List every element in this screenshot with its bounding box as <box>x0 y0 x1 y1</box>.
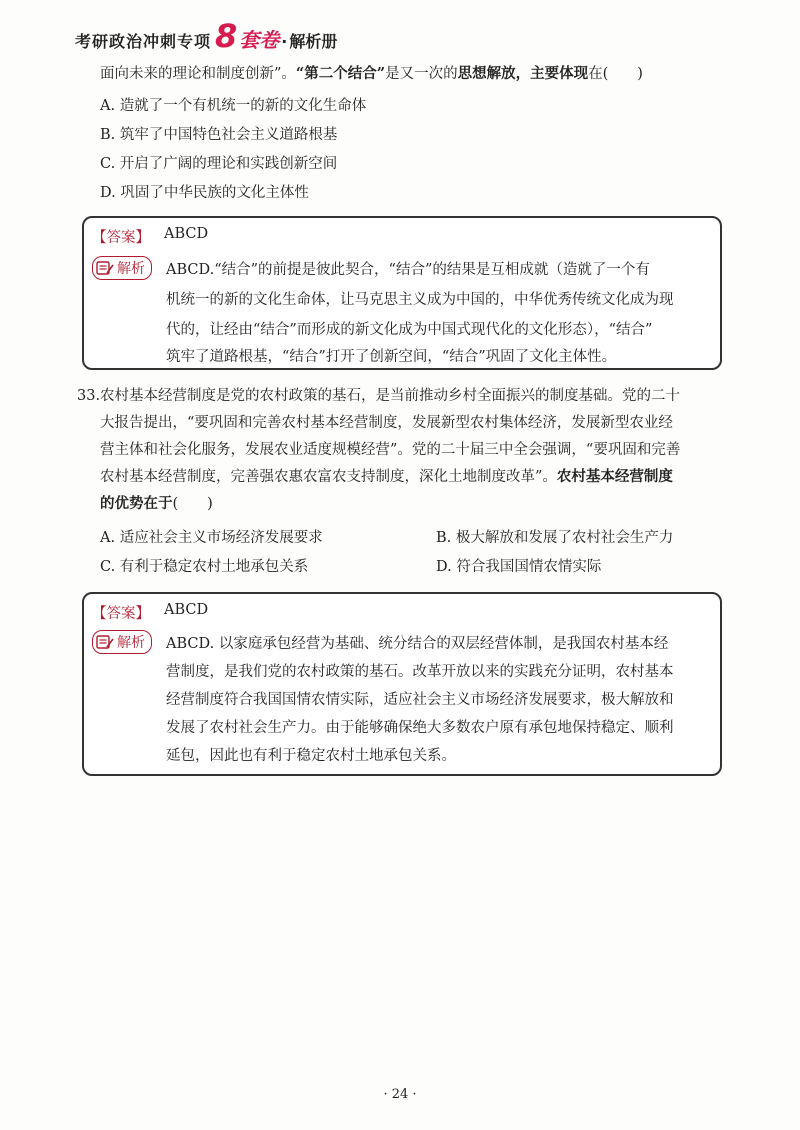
q33-stem-line-4-bold: 农村基本经营制度 <box>556 468 673 485</box>
header-series: 考研政治冲刺专项 <box>75 32 212 51</box>
q33-answer-label: 【答案】 <box>92 606 150 622</box>
q32-stem-text-1: 面向未来的理论和制度创新”。 <box>100 66 296 82</box>
notepad-icon <box>96 634 114 650</box>
q32-stem-bold-1: “第二个结合” <box>295 65 386 82</box>
q33-number: 33. <box>77 388 101 404</box>
q32-explanation-line-2: 机统一的新的文化生命体，让马克思主义成为中国的，中华优秀传统文化成为现 <box>166 292 674 308</box>
q32-stem-tail <box>100 64 643 84</box>
q33-explanation-label: 解析 <box>117 635 145 651</box>
header-volume-number: 8 <box>215 17 238 55</box>
q33-explanation-line-4: 发展了农村社会生产力。由于能够确保绝大多数农户原有承包地保持稳定、顺利 <box>166 720 674 736</box>
q32-answer-label: 【答案】 <box>92 230 150 246</box>
q33-stem-line-4-text: 农村基本经营制度，完善强农惠农富农支持制度，深化土地制度改革”。 <box>100 469 557 485</box>
q32-explanation-line-4: 筑牢了道路根基，“结合”打开了创新空间，“结合”巩固了文化主体性。 <box>166 349 617 365</box>
q33-option-d: D. 符合我国国情农情实际 <box>436 559 602 575</box>
q33-stem-line-3: 营主体和社会化服务，发展农业适度规模经营”。党的二十届三中全会强调，“要巩固和完善 <box>100 442 681 458</box>
q33-answer-value: ABCD <box>164 602 209 618</box>
q32-stem-text-2: 是又一次的 <box>385 66 458 82</box>
q33-stem-line-5 <box>100 494 213 514</box>
q33-option-b: B. 极大解放和发展了农村社会生产力 <box>436 530 674 546</box>
q33-explanation-line-1: ABCD. 以家庭承包经营为基础、统分结合的双层经营体制，是我国农村基本经 <box>166 636 669 652</box>
q32-option-d: D. 巩固了中华民族的文化主体性 <box>100 185 309 201</box>
page-header <box>75 17 338 55</box>
q33-option-c: C. 有利于稳定农村土地承包关系 <box>100 559 309 575</box>
q33-explanation-line-3: 经营制度符合我国国情农情实际，适应社会主义市场经济发展要求，极大解放和 <box>166 692 674 708</box>
q32-stem-text-3: 在( ) <box>588 66 643 82</box>
q32-option-b: B. 筑牢了中国特色社会主义道路根基 <box>100 127 338 143</box>
q32-answer-box <box>82 216 722 370</box>
q33-explanation-tag <box>92 630 152 654</box>
q33-explanation-line-2: 营制度，是我们党的农村政策的基石。改革开放以来的实践充分证明，农村基本 <box>166 664 674 680</box>
header-book: 解析册 <box>289 32 338 51</box>
q32-explanation-line-3: 代的，让经由“结合”而形成的新文化成为中国式现代化的文化形态），“结合” <box>166 322 653 338</box>
notepad-icon <box>96 260 114 276</box>
page-number: · 24 · <box>383 1087 417 1102</box>
header-volume-suffix: 套卷 <box>239 28 280 52</box>
q32-stem-bold-2: 思想解放，主要体现 <box>457 65 589 82</box>
q33-stem-line-1: 农村基本经营制度是党的农村政策的基石，是当前推动乡村全面振兴的制度基础。党的二十 <box>100 388 680 404</box>
header-separator: · <box>281 32 288 51</box>
q32-explanation-line-1: ABCD.“结合”的前提是彼此契合，“结合”的结果是互相成就（造就了一个有 <box>166 262 650 278</box>
q33-option-a: A. 适应社会主义市场经济发展要求 <box>100 530 323 546</box>
q32-option-c: C. 开启了广阔的理论和实践创新空间 <box>100 156 338 172</box>
q32-option-a: A. 造就了一个有机统一的新的文化生命体 <box>100 98 367 114</box>
q32-answer-value: ABCD <box>164 226 209 242</box>
q32-explanation-label: 解析 <box>117 261 145 277</box>
q33-answer-box <box>82 592 722 776</box>
q33-stem-line-5-text: ( ) <box>172 496 213 512</box>
q33-stem-line-2: 大报告提出，“要巩固和完善农村基本经营制度，发展新型农村集体经济，发展新型农业经 <box>100 415 673 431</box>
q33-explanation-line-5: 延包，因此也有利于稳定农村土地承包关系。 <box>166 748 456 764</box>
q33-stem-line-4 <box>100 467 673 487</box>
q32-explanation-tag <box>92 256 152 280</box>
q33-stem-line-5-bold: 的优势在于 <box>100 495 173 512</box>
